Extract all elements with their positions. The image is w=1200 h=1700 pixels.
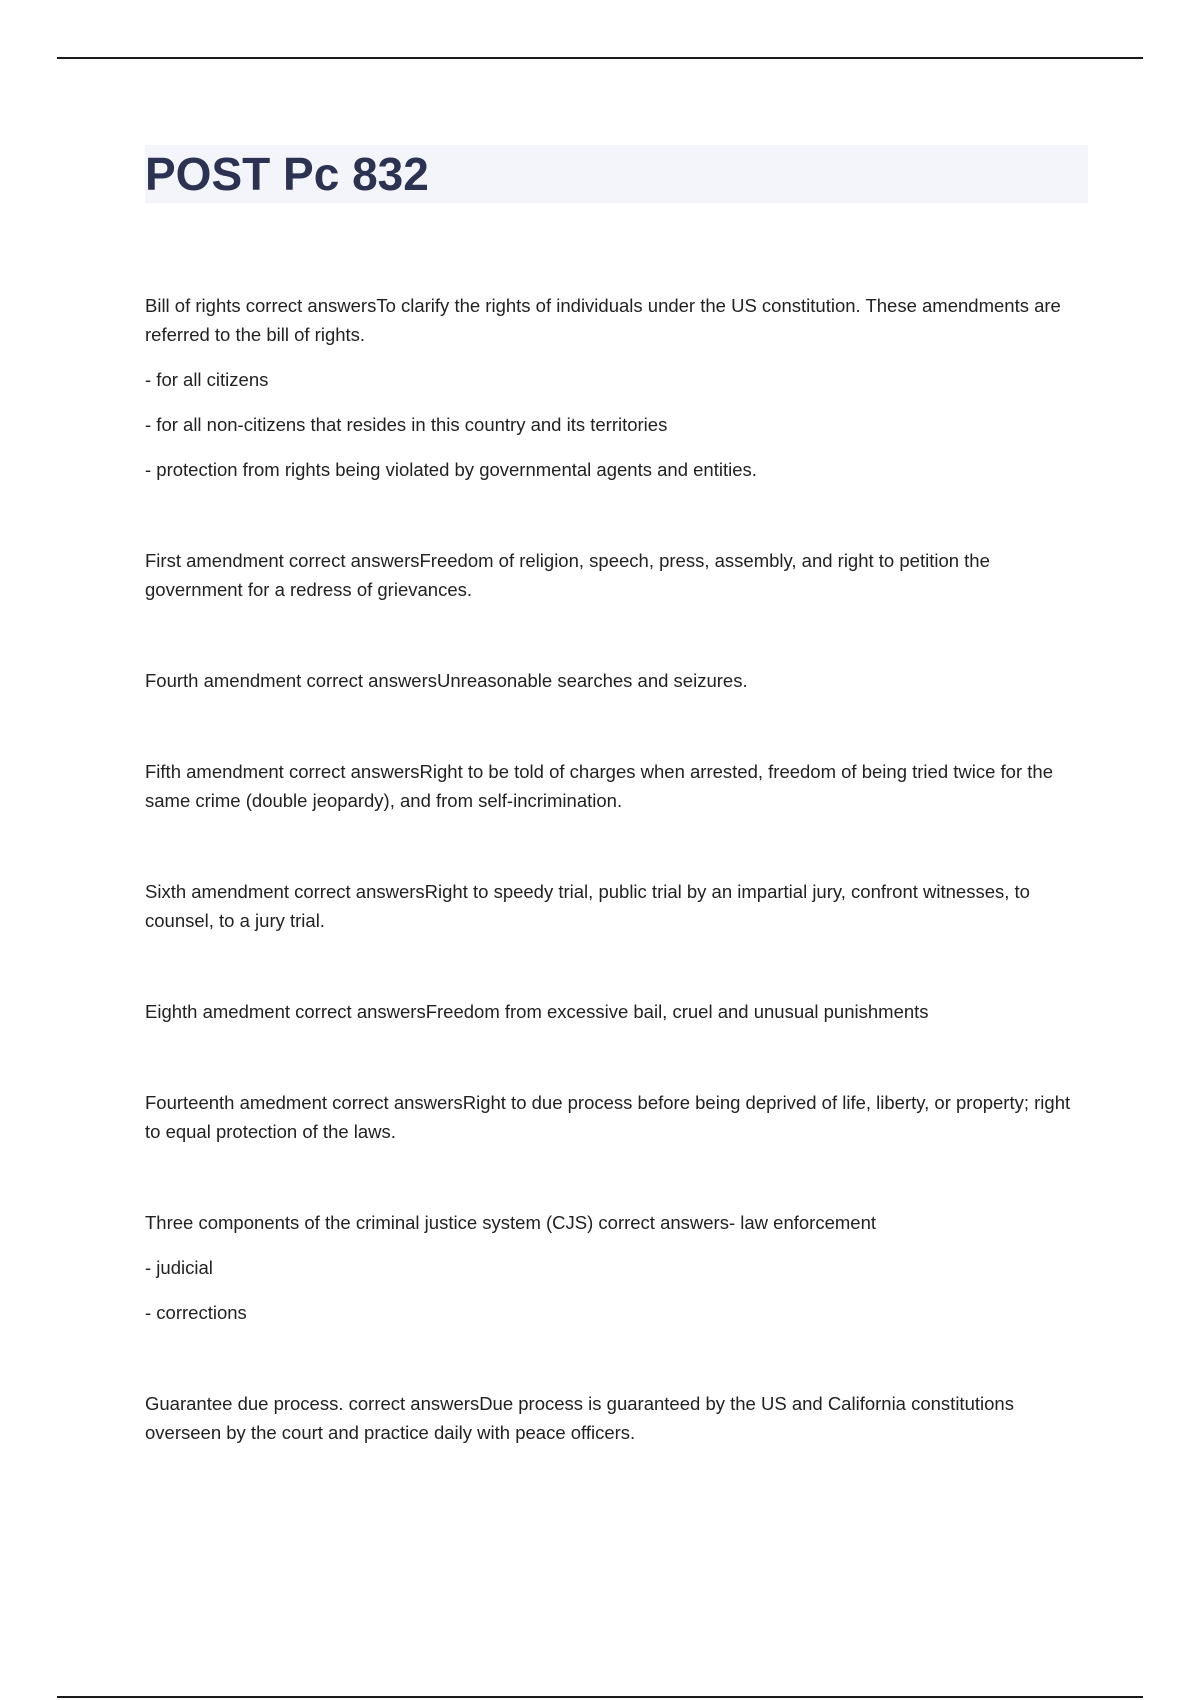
entry-fifth-amendment <box>145 757 1090 815</box>
top-rule <box>57 57 1143 59</box>
entry-first-amendment <box>145 546 1090 604</box>
entry-bullet: - corrections <box>145 1302 247 1323</box>
entry-bullet: - for all non-citizens that resides in this country and its territories <box>145 414 668 435</box>
page-title: POST Pc 832 <box>145 148 429 200</box>
entry-text: Eighth amedment correct answersFreedom from excessive bail, cruel and unusual punishments <box>145 1001 929 1022</box>
entry-text: Fourteenth amedment correct answersRight to due process before being deprived of life, liberty, or property; right to equal protection of the laws. <box>145 1092 1071 1142</box>
entry-text: Bill of rights correct answersTo clarify the rights of individuals under the US constitution. These amendments are referred to the bill of rights. <box>145 295 1061 345</box>
entry-text: Three components of the criminal justice system (CJS) correct answers- law enforcement <box>145 1212 877 1233</box>
entry-bullet: - judicial <box>145 1257 213 1278</box>
entry-text: Fifth amendment correct answersRight to be told of charges when arrested, freedom of being tried twice for the same crime (double jeopardy), and from self-incrimination. <box>145 761 1053 811</box>
entry-text: First amendment correct answersFreedom of religion, speech, press, assembly, and right to petition the government for a redress of grievances. <box>145 550 990 600</box>
entry-fourth-amendment <box>145 666 1090 695</box>
entry-text: Fourth amendment correct answersUnreasonable searches and seizures. <box>145 670 748 691</box>
document-body <box>145 291 1090 1509</box>
entry-fourteenth-amendment <box>145 1088 1090 1146</box>
entry-text: Guarantee due process. correct answersDue process is guaranteed by the US and California constitutions overseen by the court and practice daily with peace officers. <box>145 1393 1014 1443</box>
entry-bill-of-rights <box>145 291 1090 484</box>
entry-due-process <box>145 1389 1090 1447</box>
bottom-rule <box>57 1696 1143 1698</box>
entry-eighth-amendment <box>145 997 1090 1026</box>
entry-sixth-amendment <box>145 877 1090 935</box>
entry-bullet: - protection from rights being violated by governmental agents and entities. <box>145 459 757 480</box>
entry-text: Sixth amendment correct answersRight to speedy trial, public trial by an impartial jury, confront witnesses, to counsel, to a jury trial. <box>145 881 1030 931</box>
entry-bullet: - for all citizens <box>145 369 269 390</box>
entry-cjs-components <box>145 1208 1090 1327</box>
